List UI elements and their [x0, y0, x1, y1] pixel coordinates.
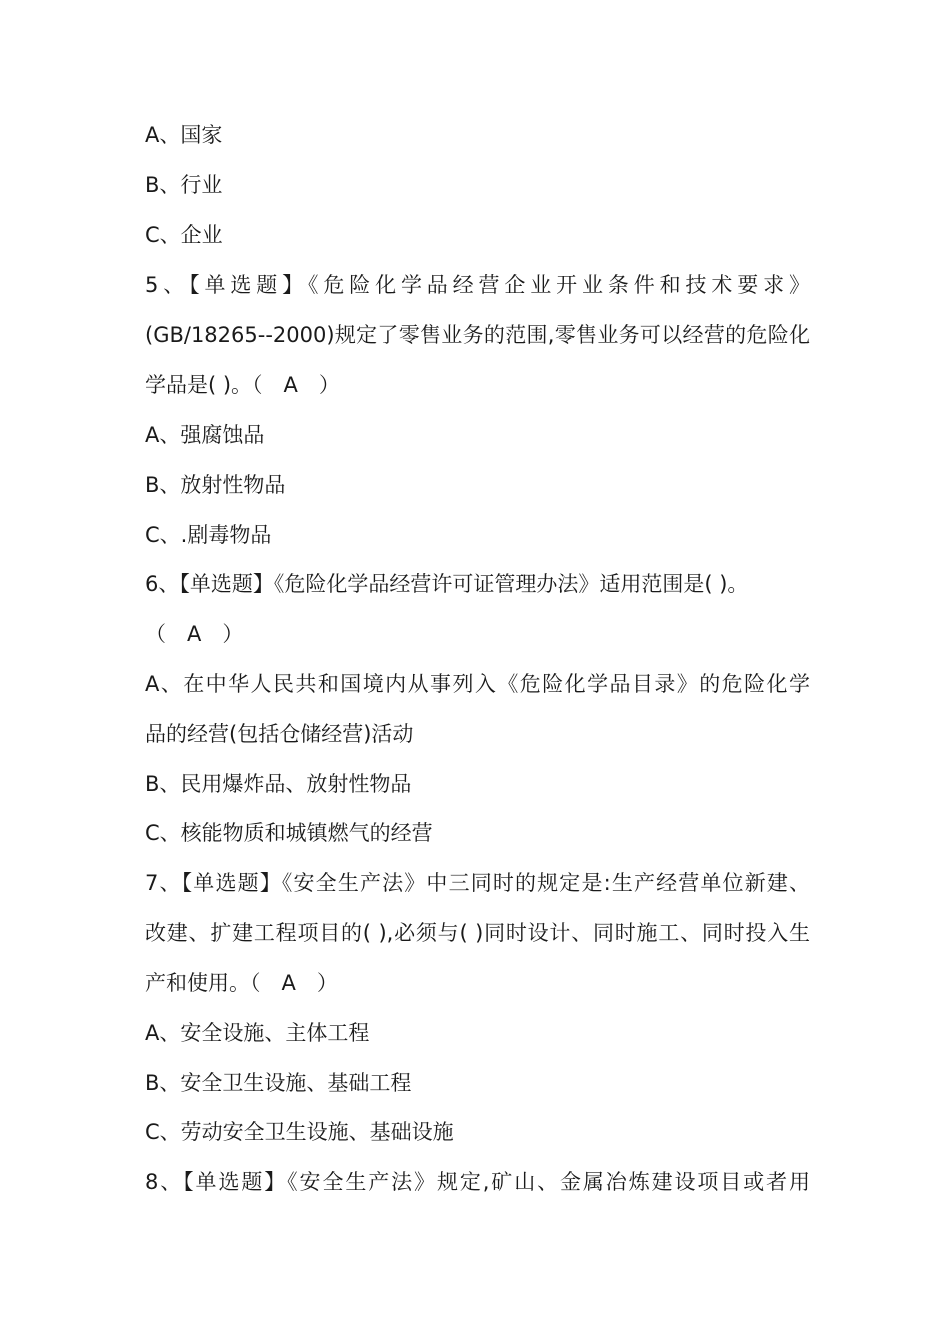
q6-stem-line-2: （ A ）: [145, 622, 244, 646]
q6-option-c: C、核能物质和城镇燃气的经营: [145, 821, 433, 845]
q5-option-a: A、强腐蚀品: [145, 423, 265, 447]
q4-option-c: C、企业: [145, 223, 223, 247]
q7-stem-line-2: 改建、扩建工程项目的( ),必须与( )同时设计、同时施工、同时投入生: [145, 921, 810, 945]
q6-option-b: B、民用爆炸品、放射性物品: [145, 772, 412, 796]
q7-stem-line-3: 产和使用。（ A ）: [145, 971, 338, 995]
q4-option-b: B、行业: [145, 173, 223, 197]
q8-stem-line-1: 8、【单选题】《安全生产法》规定,矿山、金属冶炼建设项目或者用: [145, 1170, 810, 1194]
q5-stem-line-2: (GB/18265--2000)规定了零售业务的范围,零售业务可以经营的危险化: [145, 323, 810, 347]
q6-option-a-line-1: A、在中华人民共和国境内从事列入《危险化学品目录》的危险化学: [145, 672, 810, 696]
q5-stem-line-1: 5、【单选题】《危险化学品经营企业开业条件和技术要求》: [145, 273, 810, 297]
q7-stem-line-1: 7、【单选题】《安全生产法》中三同时的规定是:生产经营单位新建、: [145, 871, 810, 895]
q5-option-b: B、放射性物品: [145, 473, 286, 497]
q7-option-c: C、劳动安全卫生设施、基础设施: [145, 1120, 454, 1144]
q6-option-a-line-2: 品的经营(包括仓储经营)活动: [145, 722, 414, 746]
q7-option-a: A、安全设施、主体工程: [145, 1021, 370, 1045]
q5-option-c: C、.剧毒物品: [145, 523, 272, 547]
q7-option-b: B、安全卫生设施、基础工程: [145, 1071, 412, 1095]
q4-option-a: A、国家: [145, 123, 223, 147]
q6-stem-line-1: 6、【单选题】《危险化学品经营许可证管理办法》适用范围是( )。: [145, 572, 749, 596]
q5-stem-line-3: 学品是( )。（ A ）: [145, 373, 340, 397]
